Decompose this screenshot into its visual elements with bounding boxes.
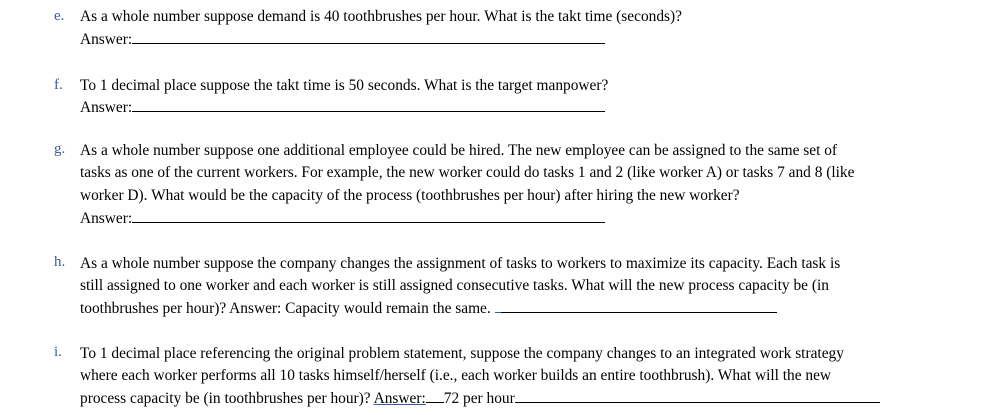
answer-row	[80, 97, 605, 118]
answer-label: Answer:	[80, 99, 133, 116]
question-text-line-3: worker D). What would be the capacity of the process (toothbrushes per hour) after hiring the new worker?	[80, 187, 740, 204]
question-text: As a whole number suppose demand is 40 toothbrushes per hour. What is the takt time (seconds)?	[80, 8, 682, 25]
question-letter: f.	[54, 77, 63, 93]
answer-blank[interactable]	[501, 298, 777, 313]
answer-blank[interactable]	[132, 29, 605, 44]
answer-row	[80, 298, 777, 319]
question-text-line-2: tasks as one of the current workers. For example, the new worker could do tasks 1 and 2 (like worker A) or tasks 7 and 8 (like	[80, 164, 855, 181]
answer-unit: per hour	[463, 390, 515, 407]
answer-row	[80, 388, 880, 409]
answer-pre-blank	[426, 388, 444, 403]
question-text-line-2: where each worker performs all 10 tasks himself/herself (i.e., each worker builds an entire toothbrush). What will the new	[80, 367, 832, 384]
question-text-line-1: As a whole number suppose one additional employee could be hired. The new employee can be assigned to the same set of	[80, 142, 838, 159]
question-text: To 1 decimal place suppose the takt time is 50 seconds. What is the target manpower?	[80, 77, 609, 94]
question-letter: e.	[54, 8, 65, 24]
answer-value[interactable]: 72	[443, 390, 460, 407]
question-text-line-2: still assigned to one worker and each worker is still assigned consecutive tasks. What will the new process capacity be (in	[80, 277, 829, 294]
question-letter: g.	[54, 141, 66, 157]
question-letter: h.	[54, 254, 66, 270]
answer-blank[interactable]	[515, 388, 880, 403]
question-letter: i.	[54, 344, 62, 360]
answer-label: Answer:	[373, 390, 426, 407]
answer-label: Answer:	[80, 31, 133, 48]
answer-blank[interactable]	[132, 208, 605, 223]
question-text-line-3: process capacity be (in toothbrushes per hour)?	[80, 390, 371, 407]
question-text-line-1: To 1 decimal place referencing the original problem statement, suppose the company changes to an integrated work strategy	[80, 345, 844, 362]
question-text-line-1: As a whole number suppose the company changes the assignment of tasks to workers to maximize its capacity. Each task is	[80, 255, 841, 272]
answer-label: Answer:	[80, 210, 133, 227]
answer-row	[80, 208, 605, 229]
answer-blank[interactable]	[132, 97, 605, 112]
answer-row	[80, 29, 605, 50]
answer-text: toothbrushes per hour)? Answer: Capacity would remain the same.	[80, 300, 491, 317]
